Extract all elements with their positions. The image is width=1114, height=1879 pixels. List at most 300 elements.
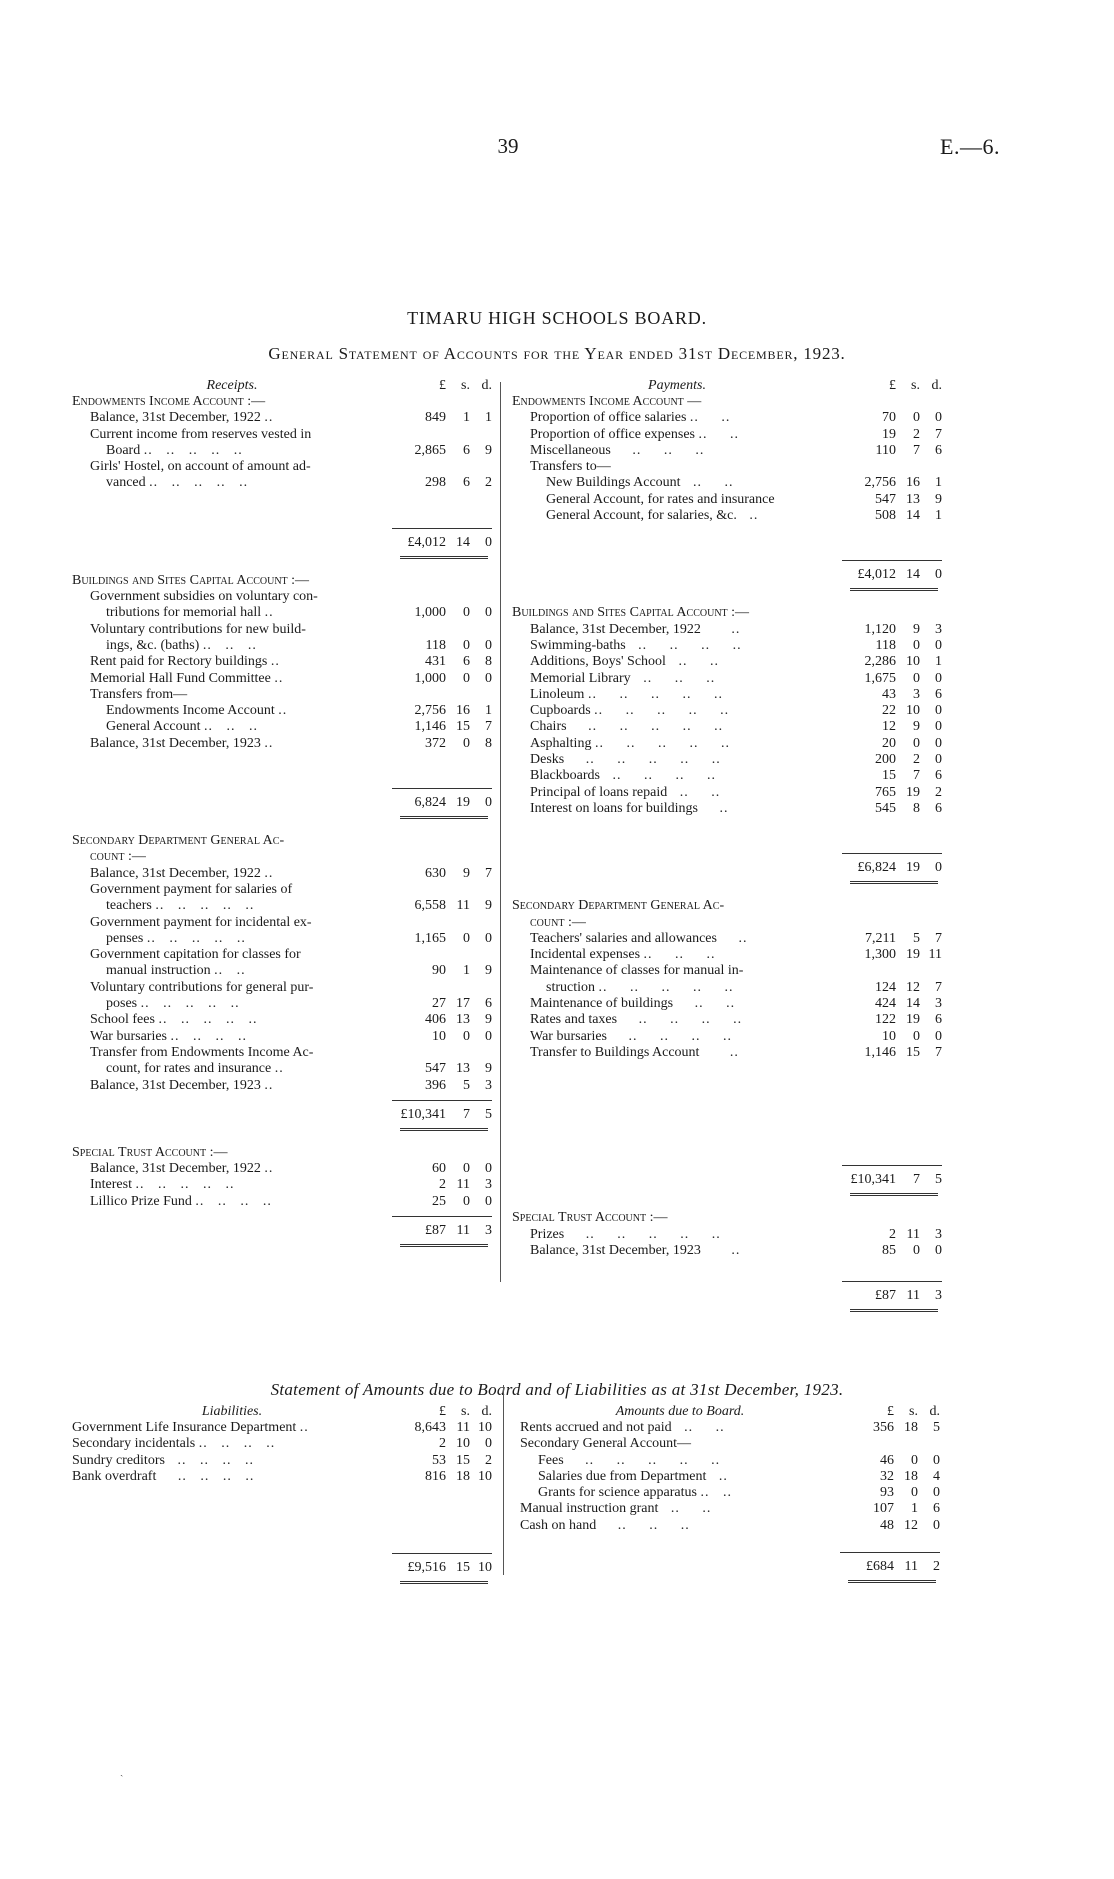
ledger-row: Cash on hand .. .. .. 48 12 0 [520, 1517, 940, 1533]
row-label: War bursaries [90, 1028, 168, 1044]
amount-pence: 3 [935, 1226, 942, 1242]
shillings-unit: s. [461, 378, 470, 393]
amounts-due-header [520, 1404, 940, 1420]
ledger-row: Cupboards .. .. .. .. .. 22 10 0 [530, 703, 942, 719]
amount-shillings: 5 [913, 930, 920, 946]
ledger-row [512, 492, 942, 508]
row-label: School fees [90, 1012, 155, 1028]
row-label: Government capitation for classes for [90, 947, 301, 963]
column-divider [503, 1385, 504, 1575]
ledger-row: Asphalting .. .. .. .. .. 20 0 0 [530, 735, 942, 751]
ledger-row: School fees .. .. .. .. .. 406 13 9 [90, 1012, 492, 1028]
total-pence: 2 [933, 1559, 940, 1575]
row-label: Memorial Hall Fund Committee [90, 670, 271, 686]
amount-shillings: 0 [463, 735, 470, 751]
amount-shillings: 16 [456, 703, 470, 719]
row-label: Transfer from Endowments Income Ac- [90, 1044, 314, 1060]
amount-shillings: 19 [906, 1012, 920, 1028]
ledger-row: Transfer to Buildings Account .. 1,146 15 7 [530, 1044, 942, 1060]
ledger-row: Interest .. .. .. .. .. 2 11 3 [90, 1177, 492, 1193]
liabilities-header [72, 1404, 492, 1420]
amount-shillings: 2 [913, 426, 920, 442]
amount-pence: 7 [935, 979, 942, 995]
total-pounds: £10,341 [850, 1172, 896, 1188]
amount-pounds: 2,865 [414, 442, 446, 458]
amount-shillings: 1 [911, 1501, 918, 1517]
amount-pence: 0 [485, 605, 492, 621]
ledger-row: Balance, 31st December, 1922 .. 630 9 7 [90, 865, 492, 881]
pounds-unit: £ [889, 378, 896, 393]
amount-pence: 7 [935, 1044, 942, 1060]
amount-shillings: 0 [463, 637, 470, 653]
section-total [512, 1281, 942, 1305]
total-shillings: 15 [456, 1560, 470, 1576]
row-label: Salaries due from Department [538, 1468, 707, 1484]
ledger-row: ings, &c. (baths) .. .. .. 118 0 0 [106, 637, 492, 653]
total-pence: 5 [935, 1172, 942, 1188]
amount-pence: 11 [928, 947, 942, 963]
liabilities-total [72, 1553, 492, 1577]
amount-pence: 0 [485, 930, 492, 946]
amount-pounds: 10 [432, 1028, 446, 1044]
ledger-row: War bursaries .. .. .. .. 10 0 0 [530, 1028, 942, 1044]
ledger-row: Manual instruction grant .. .. 107 1 6 [520, 1501, 940, 1517]
amount-pence: 10 [478, 1420, 492, 1435]
amount-pounds: 110 [875, 442, 896, 458]
section-total [72, 528, 492, 552]
amount-pence: 7 [485, 865, 492, 881]
amount-pence: 3 [935, 996, 942, 1012]
ledger-row [72, 915, 492, 931]
total-shillings: 11 [904, 1559, 918, 1575]
amount-shillings: 0 [913, 637, 920, 653]
amount-pounds: 1,165 [414, 930, 446, 946]
total-pence: 0 [935, 860, 942, 876]
amount-pounds: 85 [882, 1242, 896, 1258]
total-shillings: 11 [906, 1288, 920, 1304]
amount-pence: 2 [485, 1452, 492, 1468]
amount-pounds: 2,756 [864, 475, 896, 491]
liabilities-heading: Liabilities. [201, 1404, 263, 1419]
section-total [72, 1216, 492, 1240]
amount-pence: 0 [935, 1028, 942, 1044]
row-label: General Account, for rates and insurance [546, 491, 775, 507]
ledger-row: Rates and taxes .. .. .. .. 122 19 6 [530, 1012, 942, 1028]
row-label: Incidental expenses [530, 947, 641, 963]
amount-pence: 0 [935, 637, 942, 653]
row-label: Transfer to Buildings Account [530, 1044, 700, 1060]
amount-pence: 5 [933, 1420, 940, 1435]
amount-pounds: 43 [882, 686, 896, 702]
row-label: Blackboards [530, 768, 600, 784]
amount-pounds: 1,675 [864, 670, 896, 686]
ledger-row: Grants for science apparatus .. .. 93 0 0 [538, 1485, 940, 1501]
amount-pounds: 107 [873, 1501, 894, 1517]
row-label: Balance, 31st December, 1922 [90, 865, 261, 881]
total-pence: 0 [485, 795, 492, 811]
amount-pounds: 70 [882, 410, 896, 426]
amount-shillings: 7 [913, 768, 920, 784]
amount-pence: 0 [935, 719, 942, 735]
ledger-row: General Account, for salaries, &c. .. 508 14 1 [546, 508, 942, 524]
amount-pounds: 1,120 [864, 621, 896, 637]
amount-shillings: 3 [913, 686, 920, 702]
amount-shillings: 18 [456, 1468, 470, 1484]
amounts-due-table [520, 1404, 940, 1583]
ledger-row: Secondary incidentals .. .. .. .. 2 10 0 [72, 1436, 492, 1452]
row-label: Chairs [530, 719, 567, 735]
amount-shillings: 14 [906, 508, 920, 524]
ledger-row: Blackboards .. .. .. .. 15 7 6 [530, 768, 942, 784]
total-pounds: £4,012 [407, 534, 446, 550]
total-pounds: £87 [875, 1288, 896, 1304]
row-label: Cash on hand [520, 1517, 597, 1533]
row-label: Balance, 31st December, 1923 [90, 1077, 261, 1093]
amount-pounds: 15 [882, 768, 896, 784]
section-total [512, 1165, 942, 1189]
amount-pounds: 93 [880, 1485, 894, 1501]
row-label: Maintenance of buildings [530, 996, 674, 1012]
amount-shillings: 0 [913, 670, 920, 686]
amount-pounds: 60 [432, 1161, 446, 1177]
total-pounds: £9,516 [407, 1560, 446, 1576]
section-total [512, 853, 942, 877]
row-label: Proportion of office salaries [530, 410, 687, 426]
row-label: Linoleum [530, 686, 585, 702]
amount-shillings: 1 [463, 963, 470, 979]
ledger-row [72, 622, 492, 638]
amount-pence: 9 [485, 1061, 492, 1077]
amount-pounds: 124 [875, 979, 896, 995]
amount-pence: 1 [485, 410, 492, 426]
amount-shillings: 0 [911, 1485, 918, 1501]
ledger-row: Balance, 31st December, 1922 .. 849 1 1 [90, 410, 492, 426]
amount-pence: 9 [485, 898, 492, 914]
row-label: Bank overdraft [72, 1468, 157, 1484]
amount-shillings: 5 [463, 1077, 470, 1093]
amount-shillings: 11 [456, 1420, 470, 1435]
section-heading: Special Trust Account :— [72, 1144, 228, 1160]
ledger-row [72, 980, 492, 996]
amount-shillings: 0 [463, 1161, 470, 1177]
amount-shillings: 6 [463, 442, 470, 458]
row-label: Endowments Income Account [106, 703, 275, 719]
row-label: General Account [106, 719, 201, 735]
row-label: Current income from reserves vested in [90, 426, 312, 442]
ledger-row: Desks .. .. .. .. .. 200 2 0 [530, 752, 942, 768]
amount-pounds: 12 [882, 719, 896, 735]
total-shillings: 14 [906, 567, 920, 583]
ledger-row [72, 1045, 492, 1061]
row-label: Asphalting [530, 735, 592, 751]
amount-pounds: 356 [873, 1420, 894, 1435]
amount-pounds: 372 [425, 735, 446, 751]
amount-pounds: 2,286 [864, 654, 896, 670]
section-heading: Buildings and Sites Capital Account :— [512, 605, 750, 621]
ledger-row: Interest on loans for buildings .. 545 8 6 [530, 800, 942, 816]
pounds-unit: £ [439, 378, 446, 393]
amount-shillings: 0 [911, 1452, 918, 1468]
section-heading: Special Trust Account :— [512, 1210, 668, 1226]
ledger-row: Rents accrued and not paid .. .. 356 18 5 [520, 1420, 940, 1435]
amount-pounds: 1,000 [414, 670, 446, 686]
liabilities-table [72, 1404, 492, 1584]
amount-pounds: 2,756 [414, 703, 446, 719]
double-rule [72, 1581, 492, 1584]
row-label: count, for rates and insurance [106, 1061, 272, 1077]
amount-pence: 7 [485, 719, 492, 735]
amount-shillings: 6 [463, 475, 470, 491]
ledger-row: Endowments Income Account .. 2,756 16 1 [106, 703, 492, 719]
amount-shillings: 13 [906, 491, 920, 507]
amount-pence: 3 [485, 1177, 492, 1193]
ledger-row: Balance, 31st December, 1922 .. 1,120 9 3 [530, 621, 942, 637]
row-label: Balance, 31st December, 1922 [90, 410, 261, 426]
ledger-row: Linoleum .. .. .. .. .. 43 3 6 [530, 686, 942, 702]
amount-pence: 0 [935, 670, 942, 686]
amount-pence: 1 [935, 475, 942, 491]
amount-pounds: 200 [875, 752, 896, 768]
row-label: Memorial Library [530, 670, 631, 686]
shillings-unit: s. [461, 1404, 470, 1419]
ledger-row: Sundry creditors .. .. .. .. 53 15 2 [72, 1452, 492, 1468]
amount-pounds: 1,146 [414, 719, 446, 735]
amount-pounds: 1,000 [414, 605, 446, 621]
amount-pence: 9 [485, 963, 492, 979]
amount-shillings: 13 [456, 1061, 470, 1077]
row-label: Government payment for salaries of [90, 881, 293, 897]
payments-column [512, 378, 942, 1312]
row-label: Additions, Boys' School [530, 654, 666, 670]
total-pounds: £87 [425, 1222, 446, 1238]
row-label: War bursaries [530, 1028, 608, 1044]
amount-pence: 7 [935, 930, 942, 946]
amount-shillings: 0 [913, 1028, 920, 1044]
amount-shillings: 15 [906, 1044, 920, 1060]
ledger-row: Rent paid for Rectory buildings .. 431 6 8 [90, 654, 492, 670]
ledger-row [72, 947, 492, 963]
ledger-row: Salaries due from Department .. 32 18 4 [538, 1468, 940, 1484]
shillings-unit: s. [911, 378, 920, 393]
amount-pence: 0 [935, 752, 942, 768]
pounds-unit: £ [439, 1404, 446, 1419]
amount-pounds: 48 [880, 1517, 894, 1533]
column-divider [500, 382, 501, 1282]
ledger-row [72, 427, 492, 443]
amount-pounds: 816 [425, 1468, 446, 1484]
amount-shillings: 11 [456, 1177, 470, 1193]
ledger-row: poses .. .. .. .. .. 27 17 6 [106, 996, 492, 1012]
amount-shillings: 7 [913, 442, 920, 458]
amount-pounds: 396 [425, 1077, 446, 1093]
ledger-row: Balance, 31st December, 1922 .. 60 0 0 [90, 1161, 492, 1177]
row-label: Rents accrued and not paid [520, 1420, 672, 1435]
amount-pounds: 2 [439, 1436, 446, 1452]
amount-pounds: 32 [880, 1468, 894, 1484]
total-pounds: £684 [866, 1559, 894, 1575]
ledger-row: General Account .. .. .. 1,146 15 7 [106, 719, 492, 735]
amount-pounds: 545 [875, 800, 896, 816]
row-label: Transfers from— [90, 686, 188, 702]
statement-title: Statement of Amounts due to Board and of Liabilities as at 31st December, 1923. [270, 1380, 844, 1399]
amount-shillings: 15 [456, 1452, 470, 1468]
amount-shillings: 0 [463, 670, 470, 686]
amount-pence: 6 [935, 686, 942, 702]
amount-shillings: 9 [913, 719, 920, 735]
row-label: Government Life Insurance Department [72, 1420, 297, 1435]
amount-shillings: 11 [456, 898, 470, 914]
ledger-row: Chairs .. .. .. .. .. 12 9 0 [530, 719, 942, 735]
amount-pence: 0 [935, 703, 942, 719]
pence-unit: d. [929, 1404, 940, 1419]
amount-pounds: 7,211 [865, 930, 896, 946]
ledger-row: Proportion of office salaries .. .. 70 0 0 [530, 410, 942, 426]
amount-pence: 1 [485, 703, 492, 719]
amount-pence: 0 [485, 670, 492, 686]
amount-pence: 6 [935, 1012, 942, 1028]
ledger-row: manual instruction .. .. 90 1 9 [106, 963, 492, 979]
amount-shillings: 0 [913, 410, 920, 426]
row-label: Grants for science apparatus [538, 1485, 697, 1501]
payments-heading: Payments. [648, 378, 706, 393]
row-label: Board [106, 442, 141, 458]
document-title: TIMARU HIGH SCHOOLS BOARD. [407, 308, 707, 328]
amount-shillings: 11 [906, 1226, 920, 1242]
row-label: penses [106, 930, 144, 946]
row-label: Teachers' salaries and allowances [530, 930, 717, 946]
amount-pence: 1 [935, 654, 942, 670]
amount-pounds: 424 [875, 996, 896, 1012]
amount-pounds: 547 [875, 491, 896, 507]
row-label: Lillico Prize Fund [90, 1193, 192, 1209]
amount-shillings: 12 [904, 1517, 918, 1533]
amount-pounds: 849 [425, 410, 446, 426]
row-label: Miscellaneous [530, 442, 611, 458]
row-label: Proportion of office expenses [530, 426, 695, 442]
amount-pence: 1 [935, 508, 942, 524]
amount-shillings: 16 [906, 475, 920, 491]
total-pence: 0 [485, 534, 492, 550]
stray-mark: ˏ [120, 1766, 124, 1777]
amount-pounds: 406 [425, 1012, 446, 1028]
receipts-column [72, 378, 492, 1247]
amount-pence: 0 [485, 637, 492, 653]
total-pounds: £6,824 [857, 860, 896, 876]
ledger-row: Balance, 31st December, 1923 .. 85 0 0 [530, 1242, 942, 1258]
total-pence: 3 [935, 1288, 942, 1304]
amount-pence: 6 [485, 996, 492, 1012]
amount-pence: 3 [935, 621, 942, 637]
amount-shillings: 0 [463, 1193, 470, 1209]
amount-pence: 9 [485, 442, 492, 458]
amount-pence: 0 [933, 1485, 940, 1501]
amount-pence: 0 [933, 1517, 940, 1533]
row-label: Swimming-baths [530, 637, 626, 653]
ledger-row [72, 459, 492, 475]
amount-pence: 9 [485, 1012, 492, 1028]
amount-pounds: 19 [882, 426, 896, 442]
amount-pounds: 765 [875, 784, 896, 800]
section-total [72, 788, 492, 812]
amount-pence: 10 [478, 1468, 492, 1484]
amount-shillings: 8 [913, 800, 920, 816]
ledger-row: tributions for memorial hall .. 1,000 0 0 [106, 605, 492, 621]
amount-pence: 6 [935, 442, 942, 458]
document-subtitle: General Statement of Accounts for the Year ended 31st December, 1923. [268, 344, 846, 363]
row-label: Balance, 31st December, 1922 [530, 621, 701, 637]
section-heading: Endowments Income Account — [512, 394, 702, 409]
section-heading: Endowments Income Account :— [72, 394, 266, 409]
ledger-row: Maintenance of buildings .. .. 424 14 3 [530, 996, 942, 1012]
ledger-row: Bank overdraft .. .. .. .. 816 18 10 [72, 1468, 492, 1484]
amount-shillings: 0 [463, 1028, 470, 1044]
amount-shillings: 10 [456, 1436, 470, 1452]
amount-pence: 9 [935, 491, 942, 507]
total-pence: 5 [485, 1106, 492, 1122]
row-label: Interest on loans for buildings [530, 800, 698, 816]
ledger-row [72, 687, 492, 703]
amount-pounds: 20 [882, 735, 896, 751]
row-label: Government subsidies on voluntary con- [90, 589, 318, 605]
row-label: tributions for memorial hall [106, 605, 262, 621]
amount-shillings: 19 [906, 784, 920, 800]
row-label: Fees [538, 1452, 564, 1468]
ledger-row: Miscellaneous .. .. .. 110 7 6 [530, 442, 942, 458]
ledger-row: teachers .. .. .. .. .. 6,558 11 9 [106, 898, 492, 914]
amount-pounds: 508 [875, 508, 896, 524]
ledger-row: New Buildings Account .. .. 2,756 16 1 [546, 475, 942, 491]
pence-unit: d. [931, 378, 942, 393]
row-label: Girls' Hostel, on account of amount ad- [90, 459, 311, 475]
amount-shillings: 18 [904, 1468, 918, 1484]
ledger-row [72, 882, 492, 898]
amount-shillings: 6 [463, 654, 470, 670]
row-label: poses [106, 996, 138, 1012]
total-pence: 3 [485, 1222, 492, 1238]
amount-shillings: 0 [463, 605, 470, 621]
amount-shillings: 18 [904, 1420, 918, 1435]
row-label: Transfers to— [530, 459, 611, 475]
ledger-row: penses .. .. .. .. .. 1,165 0 0 [106, 930, 492, 946]
ledger-row: Proportion of office expenses .. .. 19 2 7 [530, 426, 942, 442]
ledger-row: Balance, 31st December, 1923 .. 372 0 8 [90, 735, 492, 751]
amount-shillings: 15 [456, 719, 470, 735]
amount-shillings: 10 [906, 703, 920, 719]
receipts-column-header [72, 378, 492, 394]
ledger-row: Additions, Boys' School .. .. 2,286 10 1 [530, 654, 942, 670]
row-label: Government payment for incidental ex- [90, 914, 312, 930]
ledger-row: Principal of loans repaid .. .. 765 19 2 [530, 784, 942, 800]
row-label: Principal of loans repaid [530, 784, 668, 800]
total-pence: 0 [935, 567, 942, 583]
row-label: Cupboards [530, 703, 591, 719]
amount-pounds: 1,300 [864, 947, 896, 963]
amount-shillings: 1 [463, 410, 470, 426]
amount-shillings: 9 [463, 865, 470, 881]
amount-pounds: 46 [880, 1452, 894, 1468]
amount-pence: 0 [935, 410, 942, 426]
row-label: Voluntary contributions for new build- [90, 621, 306, 637]
amount-pence: 0 [933, 1452, 940, 1468]
amount-pence: 2 [935, 784, 942, 800]
total-shillings: 7 [463, 1106, 470, 1122]
total-pounds: £4,012 [857, 567, 896, 583]
amount-pounds: 6,558 [414, 898, 446, 914]
ledger-row: Memorial Hall Fund Committee .. 1,000 0 0 [90, 670, 492, 686]
amount-pounds: 630 [425, 865, 446, 881]
amount-pence: 8 [485, 735, 492, 751]
amount-shillings: 0 [463, 930, 470, 946]
